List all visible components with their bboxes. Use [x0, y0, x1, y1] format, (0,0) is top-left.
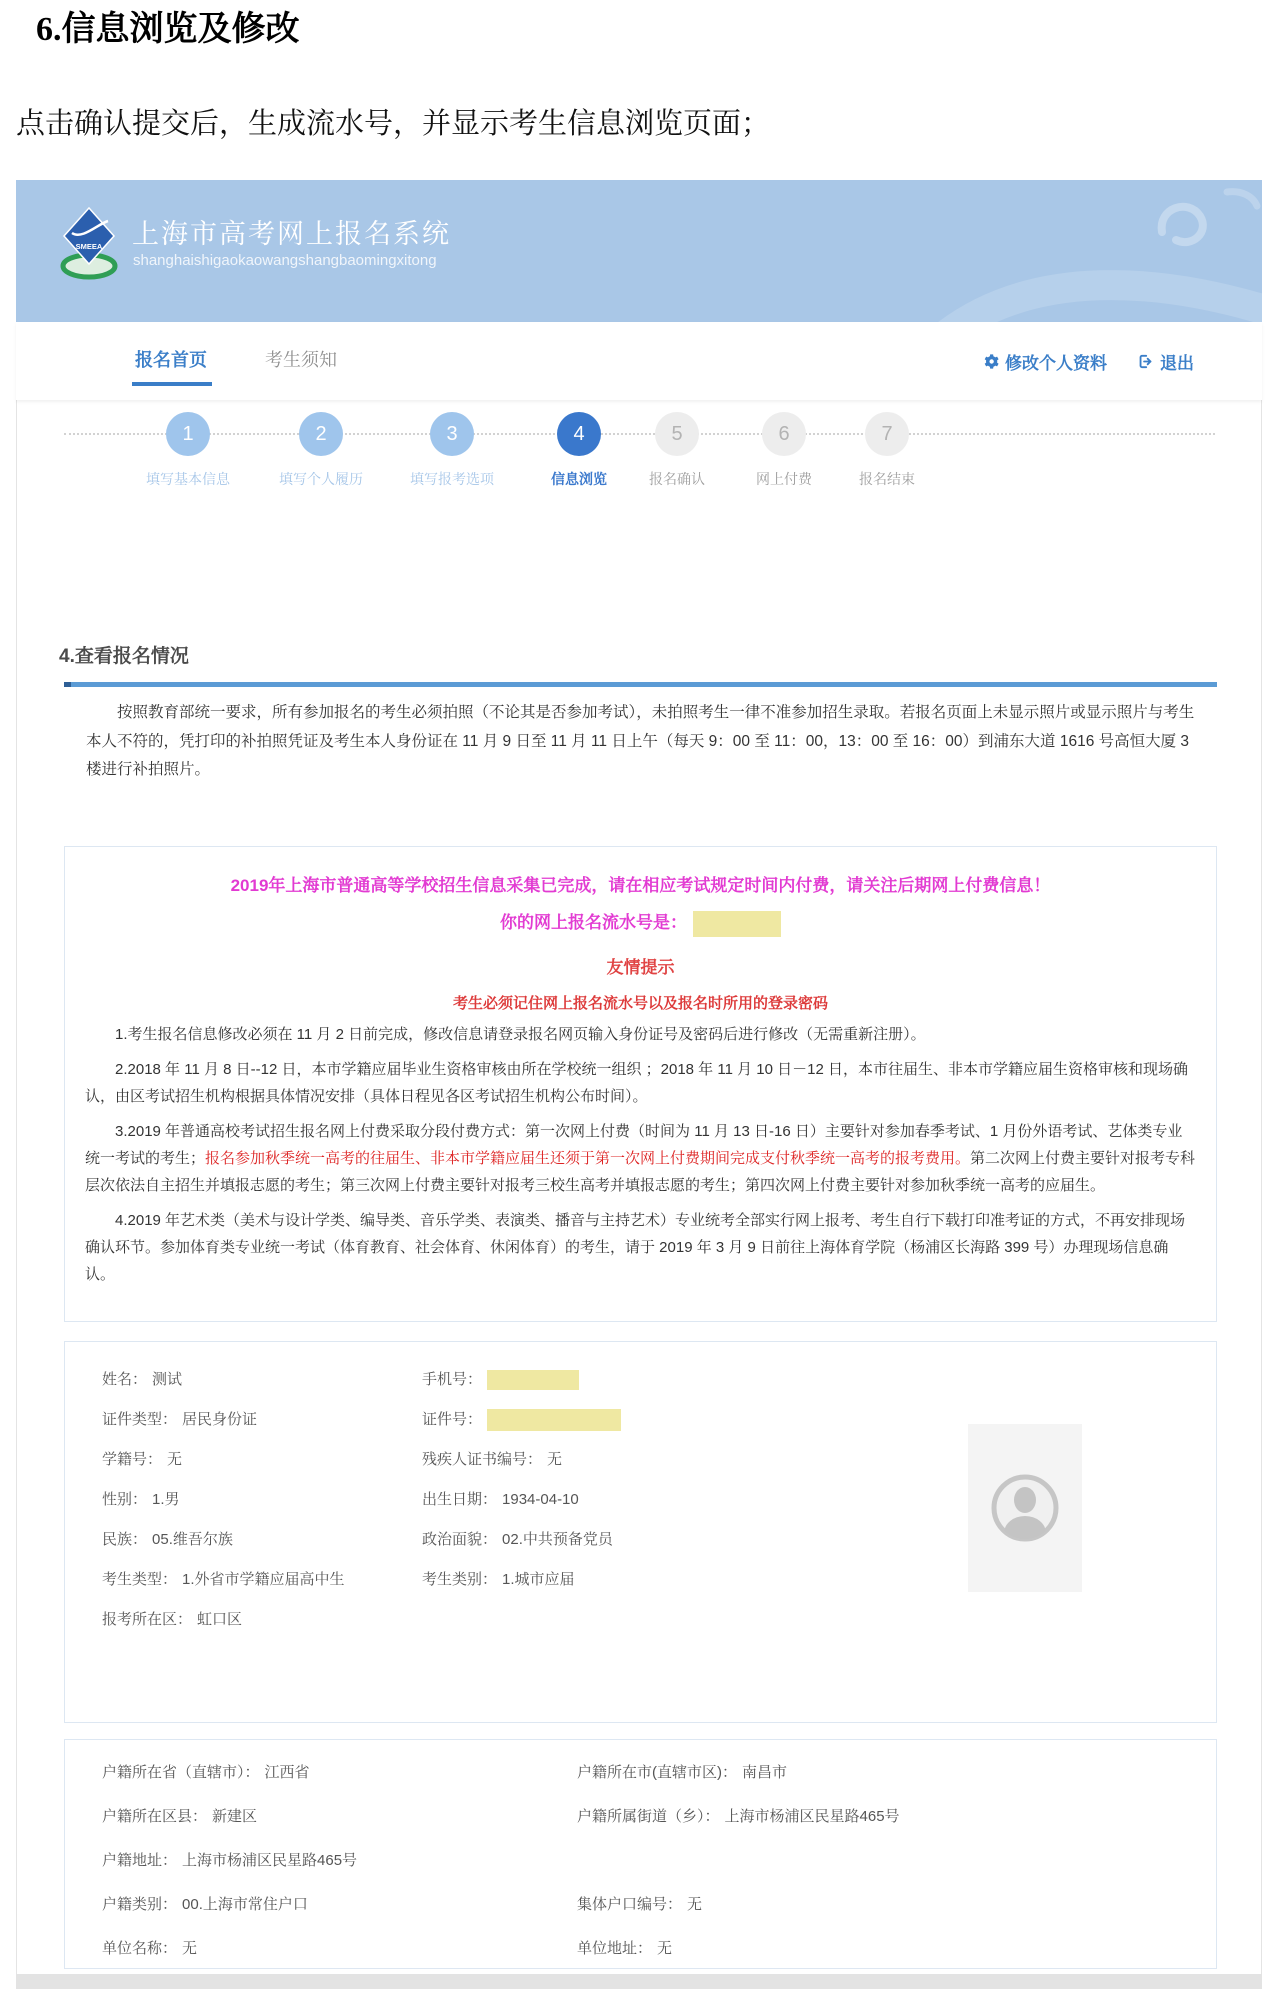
page-bottom-strip [16, 1974, 1262, 1989]
field-value: 05.维吾尔族 [152, 1531, 233, 1548]
svg-text:SMEEA: SMEEA [75, 242, 103, 251]
field-label: 学籍号： [102, 1451, 163, 1468]
field-label: 单位名称： [102, 1940, 178, 1957]
step-label: 报名确认 [649, 471, 705, 487]
profile-box [64, 1341, 1217, 1723]
edit-profile-label: 修改个人资料 [1005, 354, 1107, 373]
field-label: 户籍所属街道（乡）： [577, 1808, 720, 1825]
logout-icon [1137, 353, 1154, 370]
navbar [16, 322, 1262, 400]
field-value: 02.中共预备党员 [502, 1531, 613, 1548]
redacted-serial-value [693, 911, 781, 937]
field-value: 1.男 [152, 1491, 180, 1508]
field-value: 无 [547, 1451, 563, 1468]
field-label: 户籍地址： [102, 1852, 178, 1869]
logout-button[interactable] [1137, 349, 1194, 374]
friendly-tips-title: 友情提示 [606, 957, 675, 977]
tip-paragraph-2: 2.2018 年 11 月 8 日--12 日，本市学籍应届毕业生资格审核由所在学校统一组织 ；2018 年 11 月 10 日－12 日，本市往届生、非本市学籍应届生资格审核和现场确认，由区考试招生机构根据具体情况安排（具体日程见各区考试招生机构公布时间）。 [85, 1060, 1188, 1105]
field-label: 残疾人证书编号： [422, 1451, 543, 1468]
step-number: 2 [299, 412, 343, 456]
step-number: 7 [865, 412, 909, 456]
tip-paragraph-1: 1.考生报名信息修改必须在 11 月 2 日前完成，修改信息请登录报名网页输入身份证号及密码后进行修改（无需重新注册）。 [115, 1025, 926, 1043]
step-label: 填写个人履历 [279, 471, 363, 487]
field-label: 户籍所在市(直辖市区)： [577, 1764, 737, 1781]
field-label: 证件号： [422, 1411, 483, 1428]
logout-label: 退出 [1160, 354, 1194, 373]
candidate-photo-placeholder [968, 1424, 1082, 1592]
field-value: 1.城市应届 [502, 1571, 575, 1588]
step-label: 报名结束 [859, 471, 915, 487]
profile-row [65, 1360, 1216, 1400]
tab-signup-home[interactable] [135, 346, 207, 372]
field-label: 证件类型： [102, 1411, 178, 1428]
field-value: 江西省 [264, 1764, 310, 1781]
field-label: 政治面貌： [422, 1531, 498, 1548]
serial-label: 你的网上报名流水号是： [500, 913, 687, 932]
field-value: 无 [182, 1940, 198, 1957]
remember-password-warning: 考生必须记住网上报名流水号以及报名时所用的登录密码 [452, 994, 828, 1012]
household-box [64, 1739, 1217, 1969]
field-label: 姓名： [102, 1371, 148, 1388]
tab-label: 考生须知 [265, 350, 337, 370]
step-label: 填写基本信息 [146, 471, 230, 487]
household-row [65, 1926, 1216, 1969]
household-row [65, 1750, 1216, 1794]
collect-complete-headline: 2019年上海市普通高等学校招生信息采集已完成，请在相应考试规定时间内付费，请关注后期网上付费信息！ [230, 876, 1051, 895]
field-value: 1934-04-10 [502, 1491, 579, 1508]
site-title: 上海市高考网上报名系统 [132, 219, 451, 249]
field-label: 手机号： [422, 1371, 483, 1388]
field-value: 上海市杨浦区民星路465号 [182, 1852, 358, 1869]
tip-3-red-text: 报名参加秋季统一高考的往届生、非本市学籍应届生还须于第一次网上付费期间完成支付秋季统一高考的报考费用。 [205, 1149, 971, 1167]
step-number: 1 [166, 412, 210, 456]
field-label: 出生日期： [422, 1491, 498, 1508]
progress-steps [17, 401, 1261, 506]
field-value: 00.上海市常住户口 [182, 1896, 308, 1913]
step-3 [392, 412, 512, 489]
field-value: 测试 [152, 1371, 183, 1388]
smeea-logo-icon [60, 206, 118, 285]
step-number: 4 [557, 412, 601, 456]
step-number: 3 [430, 412, 474, 456]
field-value: 新建区 [212, 1808, 258, 1825]
field-label: 考生类型： [102, 1571, 178, 1588]
field-label: 户籍所在省（直辖市）： [102, 1764, 260, 1781]
tip-paragraph-4: 4.2019 年艺术类（美术与设计学类、编导类、音乐学类、表演类、播音与主持艺术）专业统考全部实行网上报考、考生自行下载打印准考证的方式，不再安排现场确认环节。参加体育类专业统一考试（体育教育、社会体育、休闲体育）的考生，请于 2019 年 3 月 9 日前往上海体育学院（杨浦区长海路 399 号）办理现场信息确认。 [85, 1211, 1186, 1283]
field-label: 考生类别： [422, 1571, 498, 1588]
step-6 [724, 412, 844, 489]
field-label: 集体户口编号： [577, 1896, 683, 1913]
step-label: 填写报考选项 [410, 471, 494, 487]
field-label: 性别： [102, 1491, 148, 1508]
step-number: 6 [762, 412, 806, 456]
step-label: 网上付费 [756, 471, 812, 487]
photo-notice-text: 按照教育部统一要求，所有参加报名的考生必须拍照（不论其是否参加考试），未拍照考生一律不准参加招生录取。若报名页面上未显示照片或显示照片与考生本人不符的，凭打印的补拍照凭证及考生本人身份证在 11 月 9 日至 11 月 11 日上午（每天 9：00 至 11：00，13：00 至 16：00）到浦东大道 1616 号高恒大厦 3 楼进行补拍照片。 [86, 704, 1195, 779]
serial-number-line [85, 908, 1196, 937]
tab-label: 报名首页 [135, 350, 207, 370]
edit-profile-button[interactable] [982, 349, 1107, 374]
banner [16, 180, 1262, 322]
step-2 [261, 412, 381, 489]
household-row [65, 1838, 1216, 1882]
field-value: 居民身份证 [182, 1411, 258, 1428]
active-tab-underline [132, 382, 212, 386]
site-subtitle: shanghaishigaokaowangshangbaomingxitong [133, 252, 437, 269]
redacted-id-value [487, 1409, 621, 1431]
step-1 [128, 412, 248, 489]
nav-actions [982, 349, 1194, 374]
redacted-phone-value [487, 1370, 579, 1390]
doc-intro: 点击确认提交后，生成流水号，并显示考生信息浏览页面； [16, 108, 771, 140]
field-label: 户籍所在区县： [102, 1808, 208, 1825]
doc-heading: 6.信息浏览及修改 [36, 11, 300, 48]
field-value: 无 [687, 1896, 703, 1913]
household-row [65, 1794, 1216, 1838]
tip-paragraph-3: 3.2019 年普通高校考试招生报名网上付费采取分段付费方式：第一次网上付费（时间为 11 月 13 日-16 日）主要针对参加春季考试、1 月份外语考试、艺体类专业统一考试的考生；报名参加秋季统一高考的往届生、非本市学籍应届生还须于第一次网上付费期间完成支付秋季统一高考的报考费用。第二次网上付费主要针对报考专科层次依法自主招生并填报志愿的考生；第三次网上付费主要针对报考三校生高考并填报志愿的考生；第四次网上付费主要针对参加秋季统一高考的应届生。 [85, 1122, 1196, 1194]
field-value: 1.外省市学籍应届高中生 [182, 1571, 345, 1588]
section-divider [64, 682, 1217, 687]
field-value: 无 [167, 1451, 183, 1468]
tab-candidate-notice[interactable] [265, 346, 337, 372]
step-5 [617, 412, 737, 489]
field-label: 民族： [102, 1531, 148, 1548]
field-label: 报考所在区： [102, 1611, 193, 1628]
profile-row [65, 1600, 1216, 1640]
person-icon [987, 1470, 1063, 1546]
section-title: 4.查看报名情况 [59, 646, 189, 667]
step-7 [827, 412, 947, 489]
household-row [65, 1882, 1216, 1926]
tips-box [64, 846, 1217, 1322]
cloud-decoration-icon [832, 180, 1262, 322]
step-label: 信息浏览 [551, 471, 607, 487]
step-number: 5 [655, 412, 699, 456]
gear-icon [982, 353, 999, 370]
field-value: 无 [657, 1940, 673, 1957]
field-label: 户籍类别： [102, 1896, 178, 1913]
field-value: 上海市杨浦区民星路465号 [724, 1808, 900, 1825]
field-value: 虹口区 [197, 1611, 243, 1628]
screenshot-frame [16, 180, 1262, 1989]
field-label: 单位地址： [577, 1940, 653, 1957]
field-value: 南昌市 [742, 1764, 788, 1781]
